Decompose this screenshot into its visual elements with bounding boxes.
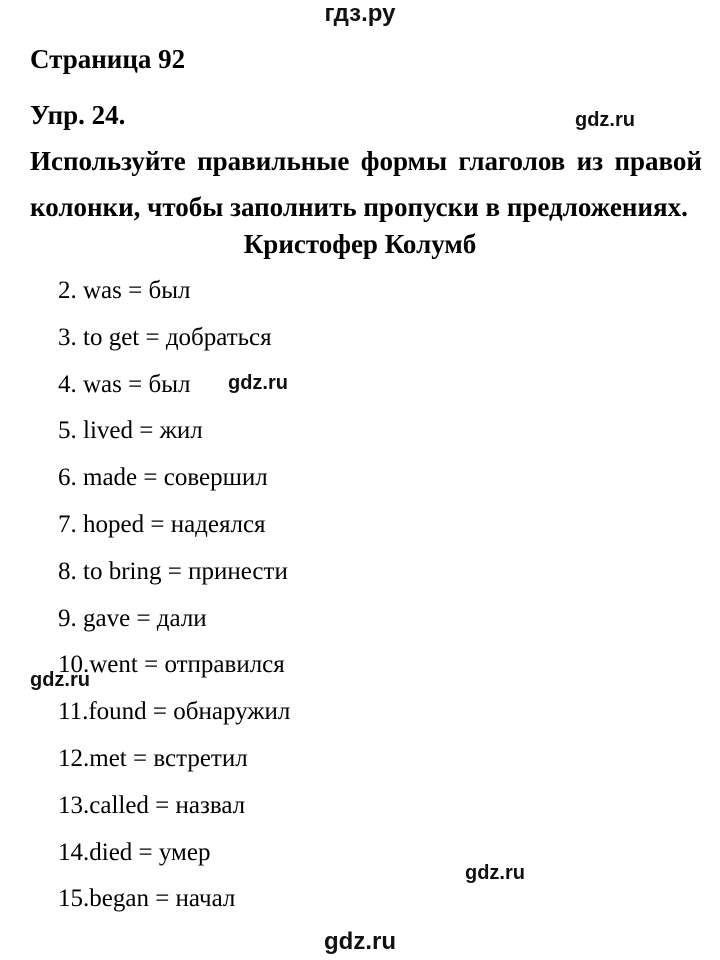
watermark-bottom: gdz.ru xyxy=(324,928,396,955)
answer-item: 2. was = был xyxy=(58,277,191,304)
watermark-inline: gdz.ru xyxy=(228,372,288,394)
watermark-inline: gdz.ru xyxy=(30,669,90,691)
answer-item: 9. gave = дали xyxy=(58,604,207,632)
answer-item: 10.went = отправился xyxy=(58,651,285,679)
answer-item: 15.began = начал xyxy=(58,885,236,913)
answer-item: 7. hoped = надеялся xyxy=(58,510,266,538)
story-title: Кристофер Колумб xyxy=(243,229,477,259)
answer-item: 11.found = обнаружил xyxy=(58,698,291,726)
instruction-line-2: колонки, чтобы заполнить пропуски в предложениях. xyxy=(30,192,688,222)
answer-item: 5. lived = жил xyxy=(58,417,203,445)
watermark-inline: gdz.ru xyxy=(465,862,525,884)
answer-item: 3. to get = добраться xyxy=(58,323,272,351)
answer-item: 13.called = назвал xyxy=(58,791,246,819)
answer-item: 4. was = был xyxy=(58,370,191,398)
watermark-inline: gdz.ru xyxy=(575,109,635,131)
page-title: Страница 92 xyxy=(30,44,186,74)
answer-item: 14.died = умер xyxy=(58,838,211,866)
instruction-line-1: Используйте правильные формы глаголов из правой xyxy=(30,146,702,176)
answer-item: 6. made = совершил xyxy=(58,464,268,492)
answer-item: 8. to bring = принести xyxy=(58,557,288,585)
answer-item: 12.met = встретил xyxy=(58,744,248,772)
exercise-number: Упр. 24. xyxy=(30,100,126,130)
watermark-top: гдз.ру xyxy=(324,0,396,27)
